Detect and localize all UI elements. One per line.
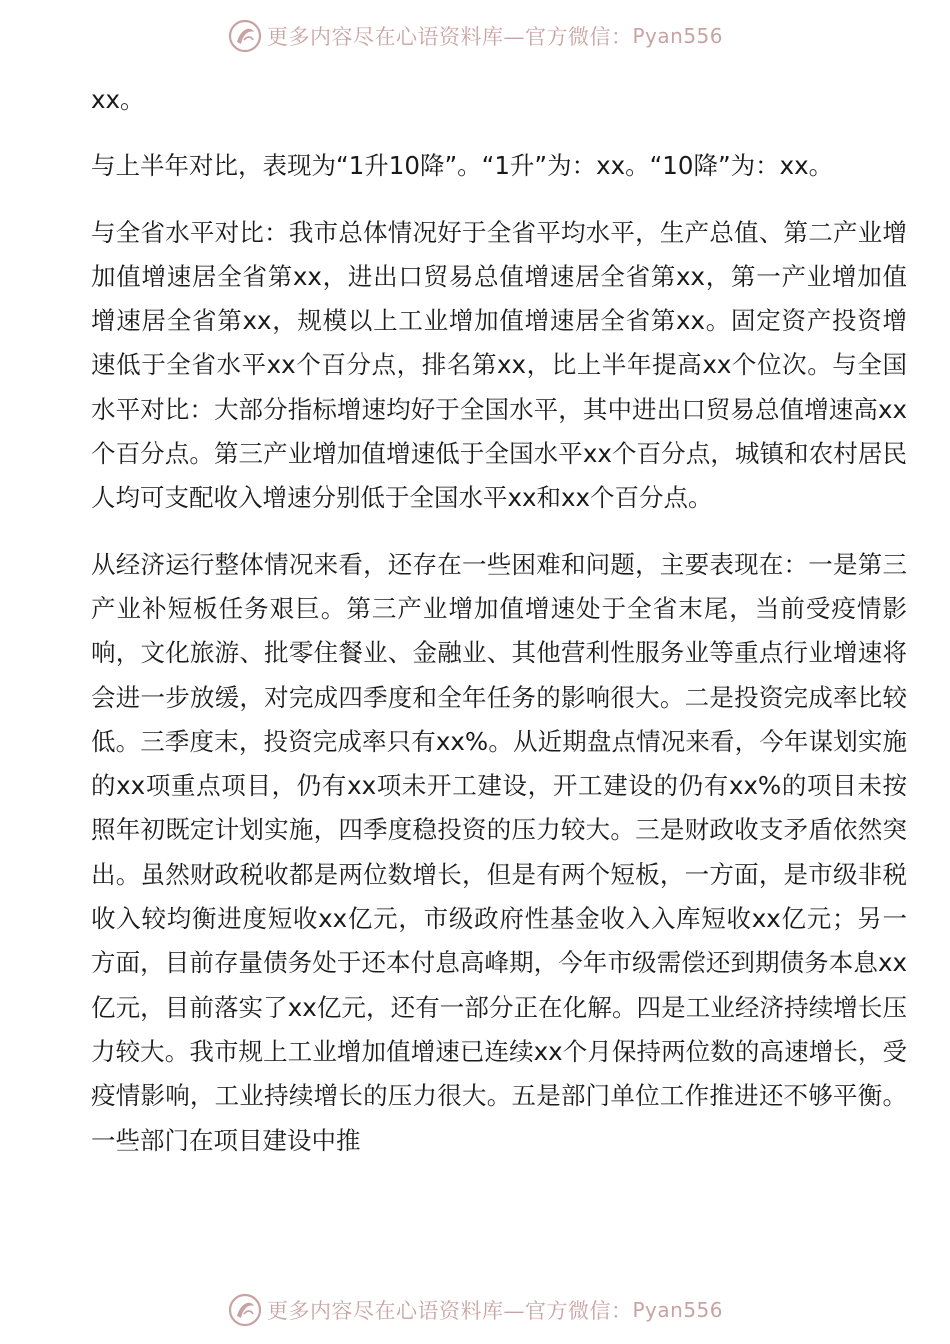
watermark-text: 更多内容尽在心语资料库—官方微信： <box>266 25 633 49</box>
paragraph-4: 从经济运行整体情况来看，还存在一些困难和问题，主要表现在：一是第三产业补短板任务艰巨。第三产业增加值增速处于全省末尾，当前受疫情影响，文化旅游、批零住餐业、金融业、其他营利性服务业等重点行业增速将会进一步放缓，对完成四季度和全年任务的影响很大。二是投资完成率比较低。三季度末，投资完成率只有xx%。从近期盘点情况来看，今年谋划实施的xx项重点项目，仍有xx项未开工建设，开工建设的仍有xx%的项目未按照年初既定计划实施，四季度稳投资的压力较大。三是财政收支矛盾依然突出。虽然财政税收都是两位数增长，但是有两个短板，一方面，是市级非税收入较均衡进度短收xx亿元，市级政府性基金收入入库短收xx亿元；另一方面，目前存量债务处于还本付息高峰期，今年市级需偿还到期债务本息xx亿元，目前落实了xx亿元，还有一部分正在化解。四是工业经济持续增长压力较大。我市规上工业增加值增速已连续xx个月保持两位数的高速增长，受疫情影响，工业持续增长的压力很大。五是部门单位工作推进还不够平衡。一些部门在项目建设中推 <box>91 549 907 1155</box>
paragraph-3: 与全省水平对比：我市总体情况好于全省平均水平，生产总值、第二产业增加值增速居全省第xx，进出口贸易总值增速居全省第xx，第一产业增加值增速居全省第xx，规模以上工业增加值增速居全省第xx。固定资产投资增速低于全省水平xx个百分点，排名第xx，比上半年提高xx个位次。与全国水平对比：大部分指标增速均好于全国水平，其中进出口贸易总值增速高xx个百分点。第三产业增加值增速低于全国水平xx个百分点，城镇和农村居民人均可支配收入增速分别低于全国水平xx和xx个百分点。 <box>91 217 907 513</box>
brand-logo-icon <box>227 18 263 54</box>
header-watermark <box>0 16 950 56</box>
paragraph-2: 与上半年对比，表现为“1升10降”。“1升”为：xx。“10降”为：xx。 <box>91 151 834 181</box>
brand-logo-icon <box>227 1292 263 1328</box>
watermark-text: 更多内容尽在心语资料库—官方微信： <box>266 1299 633 1323</box>
paragraph-1: xx。 <box>91 85 145 114</box>
document-body <box>91 78 907 1185</box>
watermark-wechat-id: Pyan556 <box>632 24 723 48</box>
watermark-wechat-id: Pyan556 <box>632 1298 723 1322</box>
footer-watermark <box>0 1290 950 1330</box>
